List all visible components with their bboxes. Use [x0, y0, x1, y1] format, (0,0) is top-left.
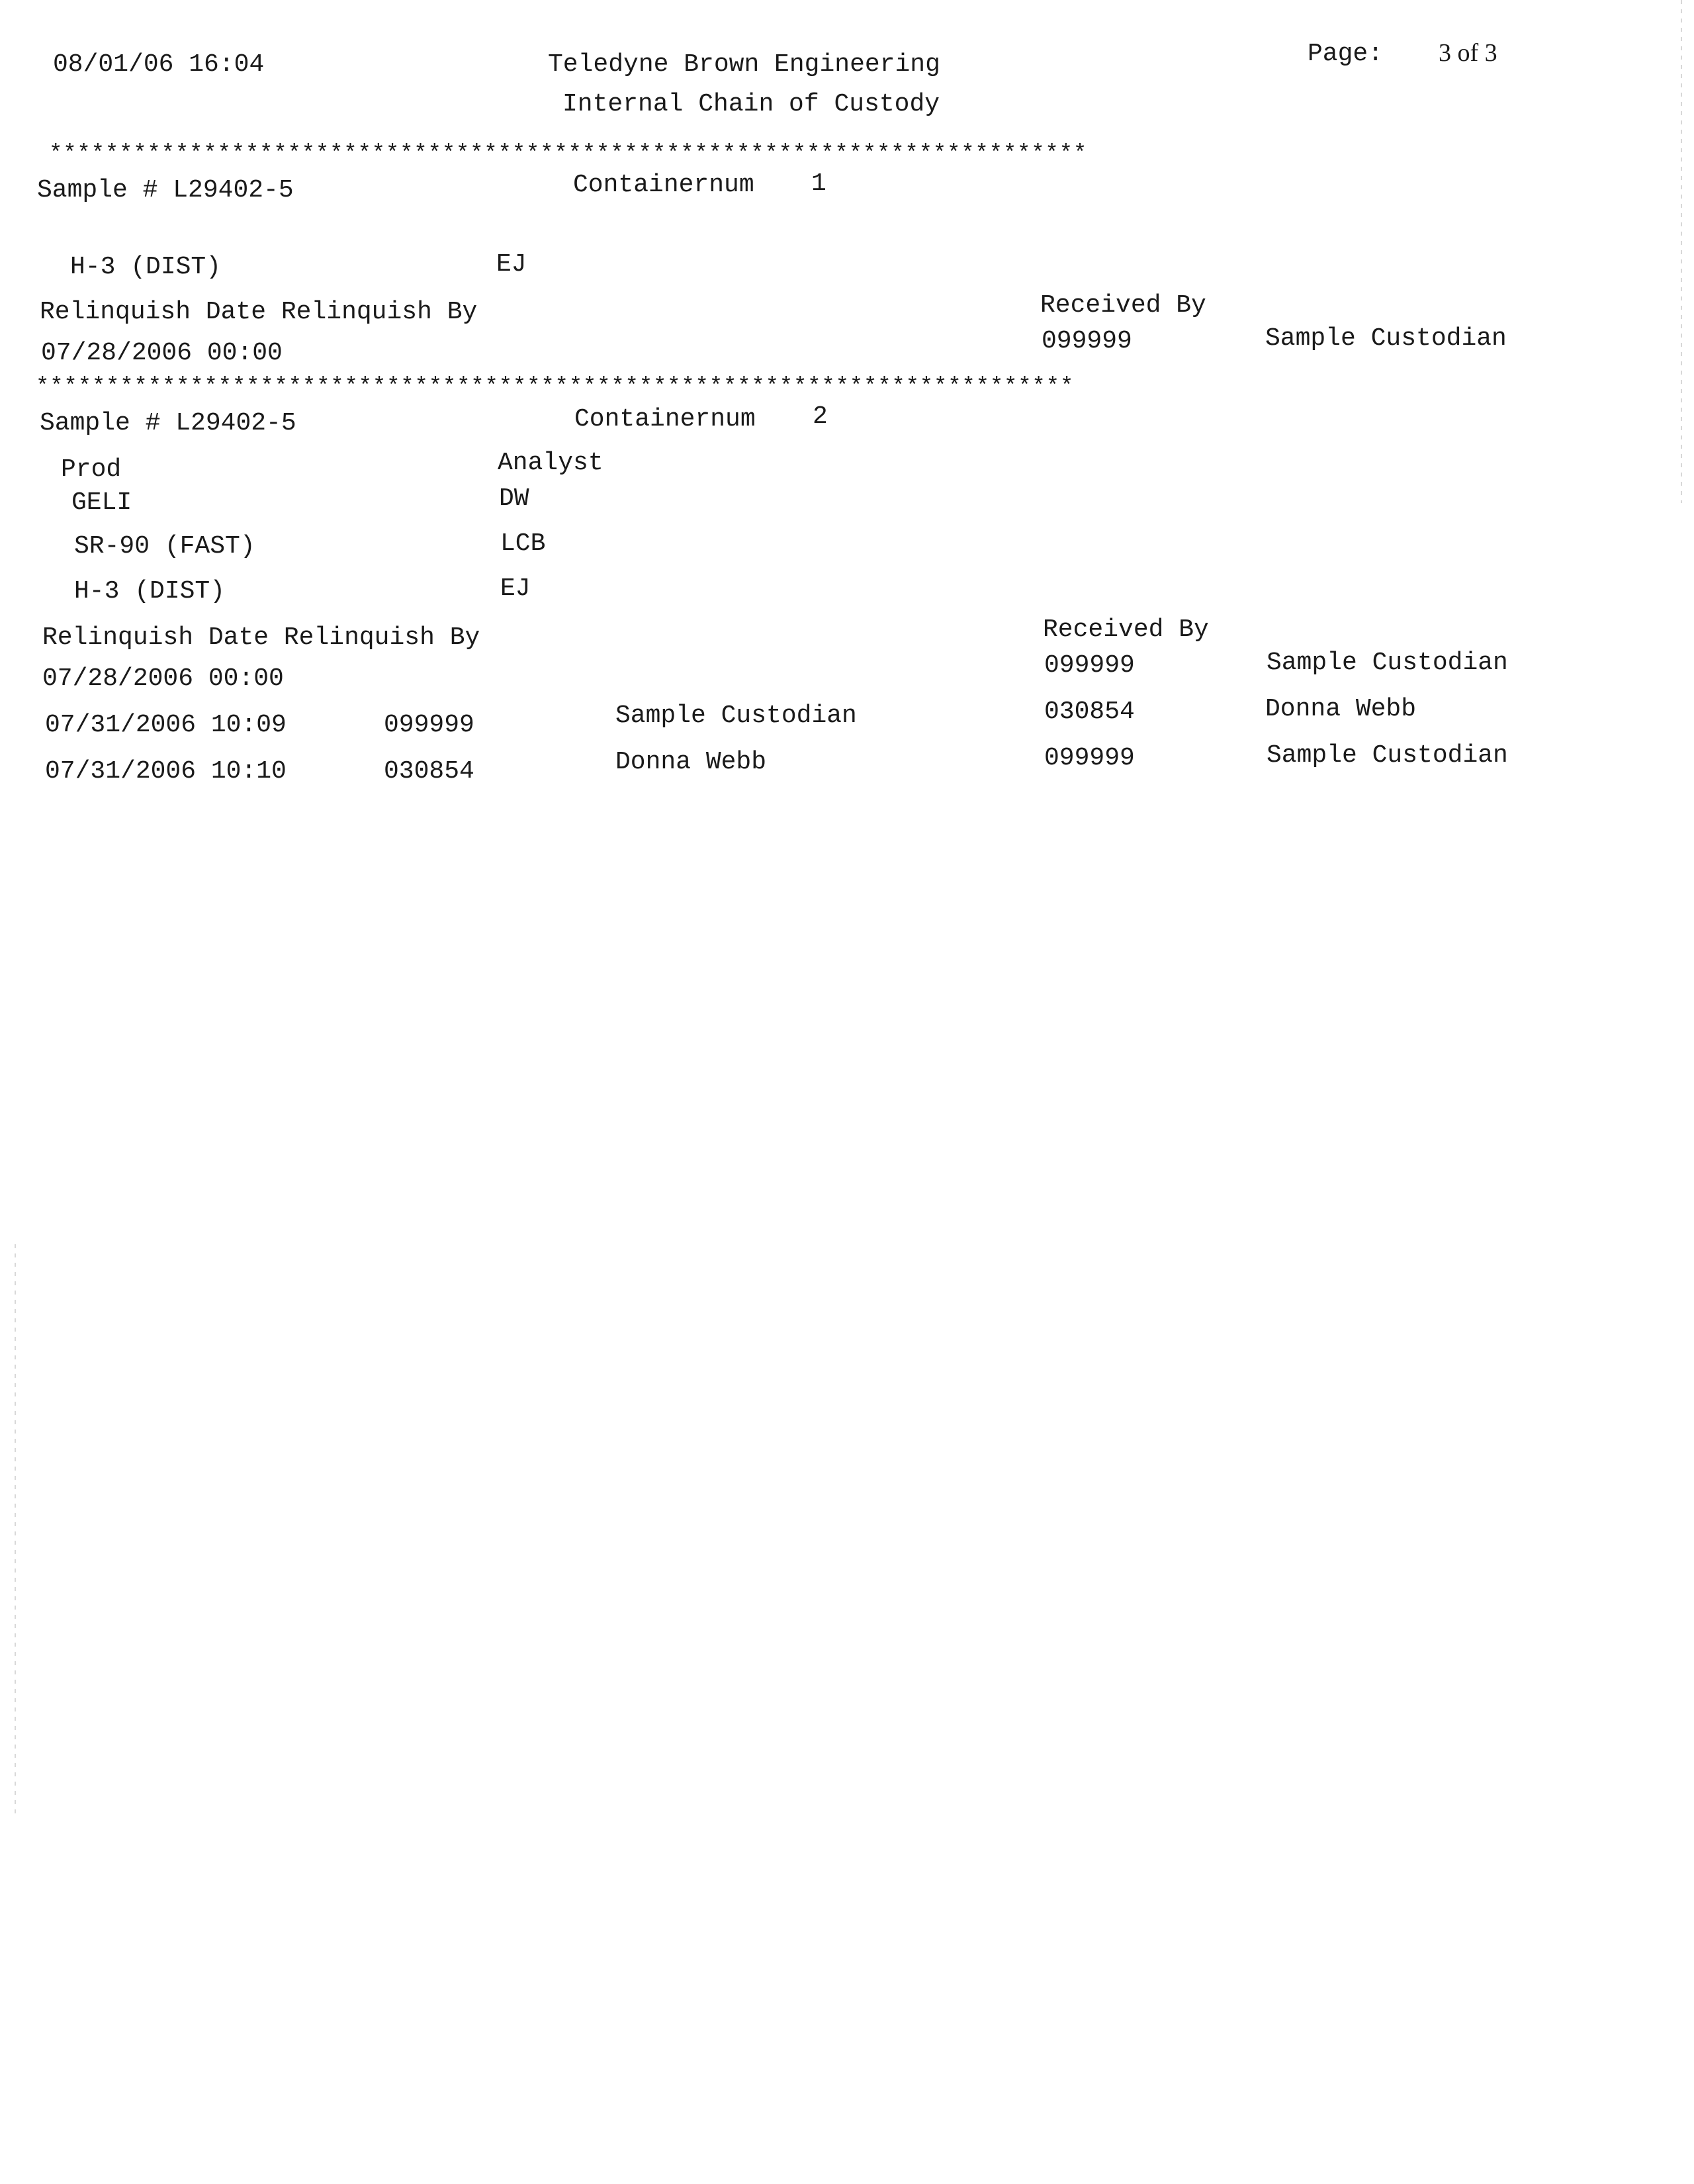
received-by-header: Received By	[1043, 615, 1209, 644]
test-prod: GELI	[71, 488, 132, 517]
relinquish-date: 07/28/2006 00:00	[42, 664, 284, 693]
sample-number: Sample # L29402-5	[40, 409, 296, 437]
relinquish-by-id: 099999	[384, 711, 474, 739]
container-number: 1	[811, 169, 826, 198]
container-label: Containernum	[574, 405, 756, 433]
test-analyst: EJ	[500, 574, 531, 603]
test-analyst: DW	[499, 484, 529, 513]
analyst-header: Analyst	[498, 449, 603, 477]
relinquish-by-id: 030854	[384, 757, 474, 786]
scan-edge-left	[15, 1244, 16, 1813]
relinquish-date: 07/28/2006 00:00	[41, 339, 283, 367]
relinquish-header: Relinquish Date Relinquish By	[42, 623, 480, 652]
relinquish-date: 07/31/2006 10:09	[45, 711, 287, 739]
received-by-id: 099999	[1044, 651, 1135, 680]
scan-edge-right	[1681, 0, 1682, 503]
received-by-header: Received By	[1040, 291, 1206, 320]
separator-line: **************************************************************************	[36, 376, 1075, 398]
relinquish-header: Relinquish Date Relinquish By	[40, 298, 478, 326]
sample-number: Sample # L29402-5	[37, 176, 294, 205]
test-prod: H-3 (DIST)	[74, 577, 226, 606]
relinquish-by-name: Donna Webb	[615, 748, 767, 776]
received-by-id: 030854	[1044, 698, 1135, 726]
received-by-name: Sample Custodian	[1267, 741, 1508, 770]
test-prod: SR-90 (FAST)	[74, 532, 255, 561]
received-by-id: 099999	[1042, 327, 1132, 355]
company-name: Teledyne Brown Engineering	[548, 50, 940, 79]
prod-header: Prod	[61, 455, 122, 484]
page-label: Page:	[1308, 40, 1384, 68]
test-analyst: EJ	[496, 250, 527, 279]
received-by-name: Sample Custodian	[1267, 649, 1508, 677]
test-prod: H-3 (DIST)	[70, 253, 222, 281]
container-label: Containernum	[573, 171, 754, 199]
container-number: 2	[813, 402, 828, 431]
received-by-name: Donna Webb	[1265, 695, 1417, 723]
received-by-id: 099999	[1044, 744, 1135, 772]
report-title: Internal Chain of Custody	[562, 90, 940, 118]
relinquish-date: 07/31/2006 10:10	[45, 757, 287, 786]
relinquish-by-name: Sample Custodian	[615, 702, 857, 730]
page-number: 3 of 3	[1439, 39, 1497, 67]
report-datetime: 08/01/06 16:04	[53, 50, 265, 79]
test-analyst: LCB	[500, 529, 546, 558]
received-by-name: Sample Custodian	[1265, 324, 1507, 353]
separator-line: **************************************************************************	[49, 143, 1088, 165]
